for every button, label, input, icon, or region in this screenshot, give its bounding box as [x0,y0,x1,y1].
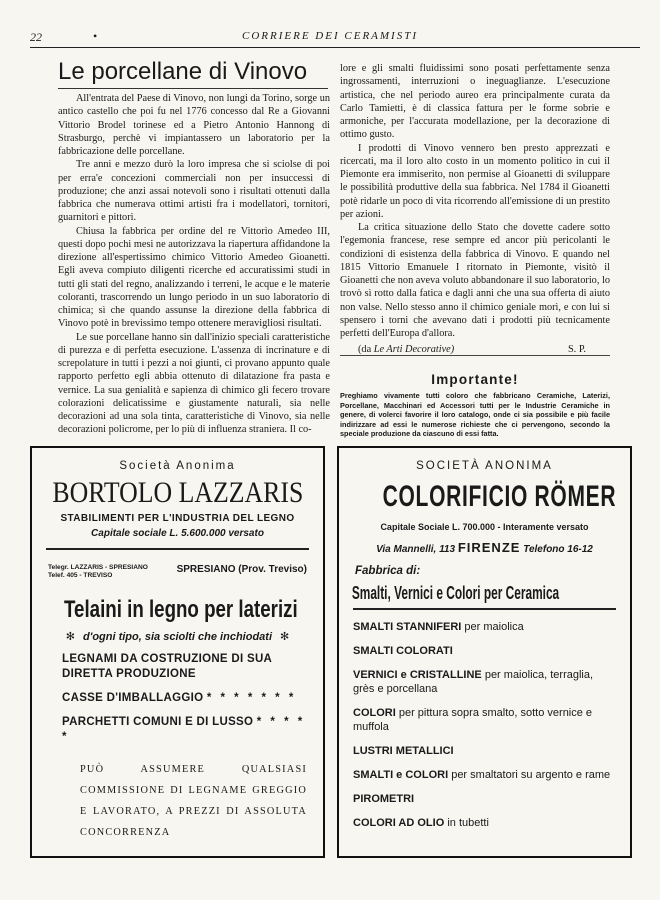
paragraph: Chiusa la fabbrica per ordine del re Vittorio Amedeo III, questi dopo pochi mesi ne autorizzava la riapertura affidandone la direzione all'espertissimo chimico Vittorio Amedeo Gioanetti. Egli aveva compiuto diligenti ricerche ed accuratissimi studi in tutti gli stati del regno, analizzando i terreni, le acque e le materie coloranti, trascorrendo un lungo periodo in un suo laboratorio di chimica; sì che quando assunse la direzione della fabbrica di Vinovo potè in brevissimo tempo ottenere meravigliosi risultati. [58,225,330,330]
source-citation: (da Le Arti Decorative) [358,344,455,356]
paragraph: Tre anni e mezzo durò la loro impresa che si sciolse di poi per erra'e concezioni commerciali non per insuccessi di produzione; che anzi assai notevoli sono i risultati ottenuti dalla fabbrica che numerava ottimi artisti fra i modellatori, tornitori, guarnitori e pittori. [58,159,330,224]
notice-text: Preghiamo vivamente tutti coloro che fabbricano Ceramiche, Laterizi, Porcellane, Macchinari ed Accessori tutti per le Industrie Ceramiche in genere, di volerci favorire il loro catalogo, onde ci sia possibile e più facile indirizzare ad essi le numerose richieste che ci pervengono, secondo la speciale produzione da ciascuno di essi fatta. [340,391,610,439]
ad-product: SMALTI COLORATI [353,644,453,657]
notice-rule [340,355,610,356]
ad-capital: Capitale Sociale L. 700.000 - Interamente versato [380,522,589,532]
ad-divider [46,548,309,550]
ad-company-name: BORTOLO LAZZARIS [52,476,304,509]
ad-company-name: COLORIFICIO RÖMER [382,480,617,513]
ad-contact-row [32,564,323,580]
star-icon: ✻ [280,631,290,643]
signature: S. P. [567,344,586,356]
title-rule [58,88,328,89]
paragraph: All'entrata del Paese di Vinovo, non lungi da Torino, sorge un antico castello che poi fu nel 1776 concesso dal Re a Giovanni Vittorio Brodel torinese ed a Pietro Antonio Hannong di Strasburgo, perchè vi impiantassero un laboratorio per la fabbricazione delle porcellane. [58,93,330,157]
ad-item: CASSE D'IMBALLAGGIO * * * * * * * [62,692,297,704]
article-column-right [340,62,610,357]
paragraph: La critica situazione dello Stato che dovette cadere sotto l'egemonia francese, rese sempre ed ancor più pericolanti le condizioni di esistenza della fabbrica di Vinovo. E quando nel 1815 Vittorio Emanuele I ritornato in Piemonte, visitò il Gioanetti che non aveva voluto abbandonare il suo laboratorio, lo trovò sì rotto dalla fatica e dagli anni che una sua offerta di aiuto non valse. Nello stesso anno il chimico geniale morì, e con lui si spensero i torni che avevano dati i prodotti più tecnicamente perfetti dell'Europa d'allora. [340,222,610,339]
ad-telegraph: Telegr. LAZZARIS - SPRESIANO Telef. 405 - TREVISO [48,564,148,579]
ad-romer [337,446,632,858]
ad-divider [353,608,616,610]
ad-location: SPRESIANO (Prov. Treviso) [176,564,307,575]
article-title: Le porcellane di Vinovo [58,58,308,85]
ad-headline: Telaini in legno per laterizi [64,596,298,623]
paragraph: Le sue porcellane hanno sin dall'inizio speciali caratteristiche di purezza e di perfetta esecuzione. L'assenza di incrinature e di screpolature in tutti i pezzi a noi giunti, ci provano appunto quale rapporto perfetto egli abbia ottenuto di dilatazione fra pasta e vernice. La sua genialità e sapienza di chimico gli fecero trovare colorazioni delicatissime e giustamente naturali, sia nelle decorazioni ad una sola tinta, caratteristiche di Vinovo, sia nelle decorazioni policrome, per lo più di influenza straniera. Il co- [58,331,330,436]
header-dot: • [93,29,98,43]
ad-product: LUSTRI METALLICI [353,744,454,757]
page-number: 22 [30,30,42,44]
ad-tagline: STABILIMENTI PER L'INDUSTRIA DEL LEGNO [60,513,295,524]
ad-subhead: ✻ d'ogni tipo, sia sciolti che inchiodati ✻ [65,631,290,643]
ad-product: PIROMETRI [353,792,415,805]
ad-societa: SOCIETÀ ANONIMA [416,460,553,472]
ad-product: SMALTI STANNIFERI per maiolica [353,620,524,633]
ad-lazzaris [30,446,325,858]
ad-item: PARCHETTI COMUNI E DI LUSSO * * * * * [62,716,306,743]
ad-product: COLORI AD OLIO in tubetti [353,816,489,829]
paragraph: lore e gli smalti fluidissimi sono posati perfettamente senza ingrossamenti, interruzioni o ineguaglianze. L'esecuzione artistica, che nel periodo aureo era principalmente curata da Carlo Tamietti, è di classica fattura per le forme sobrie e armoniche, per l'accurata modellazione, per la decorazione di ottimo gusto. [340,63,610,141]
ad-product: VERNICI e CRISTALLINE per maiolica, terraglia, grès e porcellana [353,668,594,695]
ad-societa: Società Anonima [119,460,236,472]
header-rule [30,47,640,48]
ad-headline: Smalti, Vernici e Colori per Ceramica [351,583,560,603]
ad-product: COLORI per pittura sopra smalto, sotto vernice e muffola [353,706,593,733]
article-column-left [58,92,330,437]
ad-item: LEGNAMI DA COSTRUZIONE DI SUA DIRETTA PRODUZIONE [62,653,272,680]
ad-product: SMALTI e COLORI per smaltatori su argento e rame [353,768,611,781]
running-head: CORRIERE DEI CERAMISTI [242,30,418,42]
ad-service-text: PUÒ ASSUMERE QUALSIASI COMMISSIONE DI LEGNAME GREGGIO E LAVORATO, A PREZZI DI ASSOLUTA CONCORRENZA [80,764,307,838]
paragraph: I prodotti di Vinovo vennero ben presto apprezzati e ricercati, ma il loro alto costo in un momento politico in cui il Piemonte era immiserito, non permise al Gioanetti di sviluppare le possibilità produttive della sua fabbrica. Nel 1784 il Gioanetti potè ridarle un poco di vita ricorrendo all'emissione di un prestito per azioni. [340,142,610,220]
star-icon: ✻ [65,631,75,643]
ad-address: Via Mannelli, 113 FIRENZE Telefono 16-12 [376,540,593,555]
notice-title: Importante! [431,372,519,387]
ad-capital: Capitale sociale L. 5.600.000 versato [91,528,264,539]
ad-fabbrica: Fabbrica di: [355,565,421,577]
